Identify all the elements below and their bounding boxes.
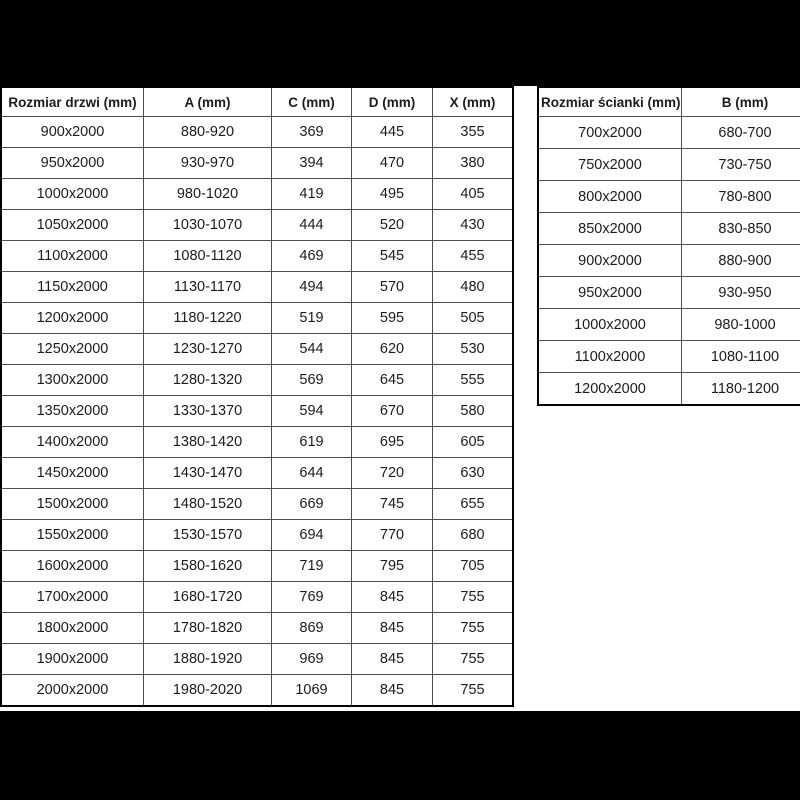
table-cell: 800x2000 [538,181,682,213]
table-row [538,117,800,149]
table-cell: 845 [352,613,433,644]
table-cell: 1000x2000 [1,179,144,210]
table-cell: 1800x2000 [1,613,144,644]
table-cell: 1980-2020 [144,675,272,707]
table-cell: 769 [272,582,352,613]
table-row [1,551,513,582]
table-cell: 544 [272,334,352,365]
table-cell: 869 [272,613,352,644]
column-header: Rozmiar ścianki (mm) [538,87,682,117]
table-cell: 620 [352,334,433,365]
table-row [1,613,513,644]
table-cell: 394 [272,148,352,179]
header-row [538,87,800,117]
table-cell: 730-750 [682,149,800,181]
table-row [1,396,513,427]
table-cell: 930-970 [144,148,272,179]
table-cell: 520 [352,210,433,241]
table-cell: 469 [272,241,352,272]
table-cell: 720 [352,458,433,489]
table-cell: 1400x2000 [1,427,144,458]
table-cell: 700x2000 [538,117,682,149]
table-cell: 755 [433,675,514,707]
table-cell: 1200x2000 [538,373,682,406]
table-cell: 719 [272,551,352,582]
table-cell: 755 [433,613,514,644]
table-cell: 619 [272,427,352,458]
table-cell: 845 [352,675,433,707]
table-cell: 595 [352,303,433,334]
table-cell: 1180-1220 [144,303,272,334]
table-cell: 1780-1820 [144,613,272,644]
table-cell: 1900x2000 [1,644,144,675]
table-cell: 580 [433,396,514,427]
column-header: A (mm) [144,87,272,117]
table-row [1,148,513,179]
table-cell: 1080-1120 [144,241,272,272]
table-cell: 1430-1470 [144,458,272,489]
table-cell: 594 [272,396,352,427]
table-row [1,458,513,489]
column-header: Rozmiar drzwi (mm) [1,87,144,117]
table-row [1,334,513,365]
table-cell: 880-900 [682,245,800,277]
table-row [1,644,513,675]
table-cell: 1380-1420 [144,427,272,458]
door-dimensions-table [0,86,514,707]
table-cell: 430 [433,210,514,241]
table-cell: 1230-1270 [144,334,272,365]
table-cell: 1250x2000 [1,334,144,365]
header-row [1,87,513,117]
table-cell: 780-800 [682,181,800,213]
table-cell: 900x2000 [538,245,682,277]
table-cell: 480 [433,272,514,303]
column-header: X (mm) [433,87,514,117]
table-cell: 980-1020 [144,179,272,210]
table-cell: 745 [352,489,433,520]
bottom-black-band [0,711,800,800]
table-cell: 1450x2000 [1,458,144,489]
table-cell: 1280-1320 [144,365,272,396]
table-row [538,277,800,309]
table-cell: 1480-1520 [144,489,272,520]
table-cell: 555 [433,365,514,396]
door-table-body [1,117,513,707]
table-row [1,117,513,148]
table-cell: 644 [272,458,352,489]
table-cell: 1069 [272,675,352,707]
table-cell: 1530-1570 [144,520,272,551]
table-cell: 1500x2000 [1,489,144,520]
table-cell: 1150x2000 [1,272,144,303]
table-row [1,427,513,458]
wall-dimensions-table [537,86,800,406]
table-cell: 1580-1620 [144,551,272,582]
table-row [1,365,513,396]
table-cell: 1550x2000 [1,520,144,551]
table-cell: 569 [272,365,352,396]
table-cell: 755 [433,582,514,613]
table-cell: 545 [352,241,433,272]
table-cell: 969 [272,644,352,675]
table-row [1,582,513,613]
table-cell: 950x2000 [1,148,144,179]
table-cell: 380 [433,148,514,179]
table-row [538,181,800,213]
table-cell: 405 [433,179,514,210]
table-cell: 930-950 [682,277,800,309]
table-cell: 705 [433,551,514,582]
table-row [538,149,800,181]
table-cell: 694 [272,520,352,551]
table-cell: 455 [433,241,514,272]
table-cell: 470 [352,148,433,179]
column-header: D (mm) [352,87,433,117]
table-cell: 670 [352,396,433,427]
table-cell: 1180-1200 [682,373,800,406]
table-cell: 750x2000 [538,149,682,181]
column-header: B (mm) [682,87,800,117]
table-cell: 900x2000 [1,117,144,148]
table-cell: 1880-1920 [144,644,272,675]
table-cell: 669 [272,489,352,520]
table-row [538,245,800,277]
table-row [1,520,513,551]
table-cell: 530 [433,334,514,365]
table-cell: 1100x2000 [538,341,682,373]
table-cell: 830-850 [682,213,800,245]
table-cell: 505 [433,303,514,334]
door-table-header [1,87,513,117]
table-cell: 880-920 [144,117,272,148]
table-cell: 680-700 [682,117,800,149]
table-cell: 645 [352,365,433,396]
table-cell: 355 [433,117,514,148]
table-cell: 1050x2000 [1,210,144,241]
table-row [538,213,800,245]
table-cell: 1350x2000 [1,396,144,427]
table-row [1,303,513,334]
table-cell: 1700x2000 [1,582,144,613]
table-cell: 655 [433,489,514,520]
table-cell: 1600x2000 [1,551,144,582]
table-row [538,341,800,373]
table-cell: 1330-1370 [144,396,272,427]
table-cell: 980-1000 [682,309,800,341]
table-row [1,489,513,520]
table-cell: 845 [352,644,433,675]
wall-table-header [538,87,800,117]
table-cell: 680 [433,520,514,551]
table-cell: 519 [272,303,352,334]
table-cell: 695 [352,427,433,458]
table-row [1,675,513,707]
table-cell: 2000x2000 [1,675,144,707]
table-cell: 845 [352,582,433,613]
table-cell: 419 [272,179,352,210]
table-cell: 1200x2000 [1,303,144,334]
table-cell: 770 [352,520,433,551]
table-cell: 1030-1070 [144,210,272,241]
table-cell: 444 [272,210,352,241]
table-row [1,241,513,272]
table-row [1,272,513,303]
top-black-band [0,0,800,86]
table-cell: 494 [272,272,352,303]
table-row [538,373,800,406]
table-row [538,309,800,341]
table-cell: 1130-1170 [144,272,272,303]
table-cell: 850x2000 [538,213,682,245]
table-row [1,179,513,210]
table-cell: 1300x2000 [1,365,144,396]
table-cell: 755 [433,644,514,675]
table-cell: 950x2000 [538,277,682,309]
table-cell: 369 [272,117,352,148]
table-cell: 1000x2000 [538,309,682,341]
table-cell: 1080-1100 [682,341,800,373]
table-cell: 1680-1720 [144,582,272,613]
table-cell: 630 [433,458,514,489]
table-cell: 495 [352,179,433,210]
table-cell: 1100x2000 [1,241,144,272]
wall-table-body [538,117,800,406]
table-cell: 445 [352,117,433,148]
table-cell: 605 [433,427,514,458]
table-cell: 795 [352,551,433,582]
table-row [1,210,513,241]
table-cell: 570 [352,272,433,303]
column-header: C (mm) [272,87,352,117]
